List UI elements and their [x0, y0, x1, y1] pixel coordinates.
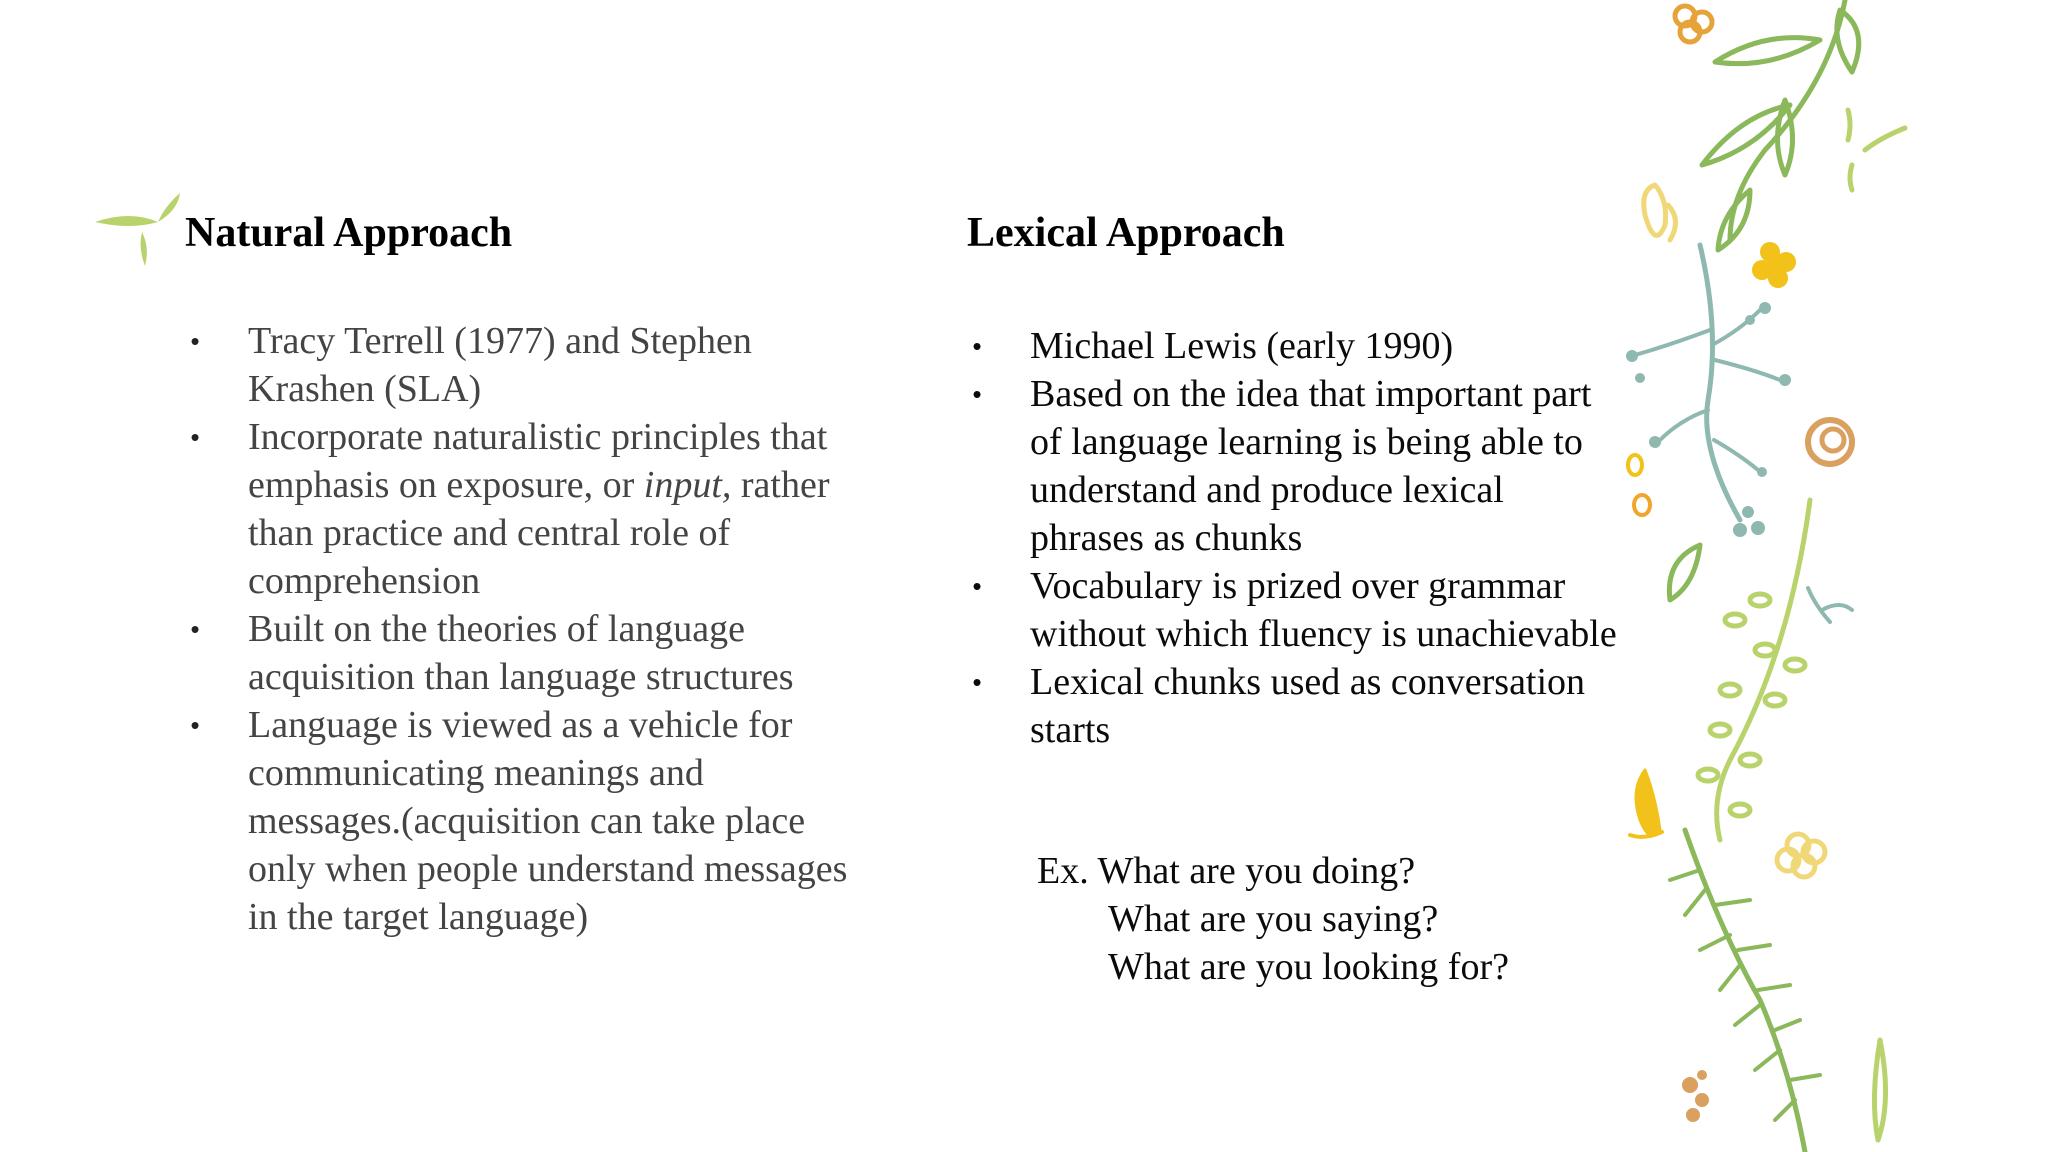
example-line: What are you saying?	[1108, 898, 1439, 940]
bullet-icon: •	[190, 422, 200, 452]
leaf-sprig-icon	[90, 188, 185, 268]
list-item: • Vocabulary is prized over grammar without which fluency is unachievable	[967, 562, 1627, 658]
example-line: Ex. What are you doing?	[1037, 850, 1416, 892]
bullet-icon: •	[972, 667, 982, 697]
floral-vine-border-icon	[1590, 0, 2030, 1152]
list-item: • Built on the theories of language acquisition than language structures	[185, 605, 865, 701]
bullet-icon: •	[972, 331, 982, 361]
bullet-icon: •	[190, 710, 200, 740]
list-item: • Language is viewed as a vehicle for communicating meanings and messages.(acquisition can take place only when people understand messages in the target language)	[185, 701, 865, 941]
bullet-icon: •	[972, 379, 982, 409]
list-item: • Lexical chunks used as conversation starts	[967, 658, 1627, 754]
bullet-icon: •	[190, 614, 200, 644]
lexical-approach-list	[967, 322, 1627, 754]
italic-term: input,	[643, 464, 732, 506]
list-item: • Michael Lewis (early 1990)	[967, 322, 1627, 370]
list-item: • Tracy Terrell (1977) and Stephen Krashen (SLA)	[185, 317, 865, 413]
lexical-approach-title: Lexical Approach	[967, 210, 1285, 256]
bullet-icon: •	[190, 326, 200, 356]
natural-approach-list	[185, 317, 865, 941]
list-item: • Based on the idea that important part of language learning is being able to understand and produce lexical phrases as chunks	[967, 370, 1627, 562]
natural-approach-title: Natural Approach	[185, 210, 513, 256]
list-item: • Incorporate naturalistic principles that emphasis on exposure, or input, rather than practice and central role of comprehension	[185, 413, 865, 605]
example-line: What are you looking for?	[1108, 946, 1509, 988]
bullet-icon: •	[972, 571, 982, 601]
example-block	[1037, 847, 1509, 991]
